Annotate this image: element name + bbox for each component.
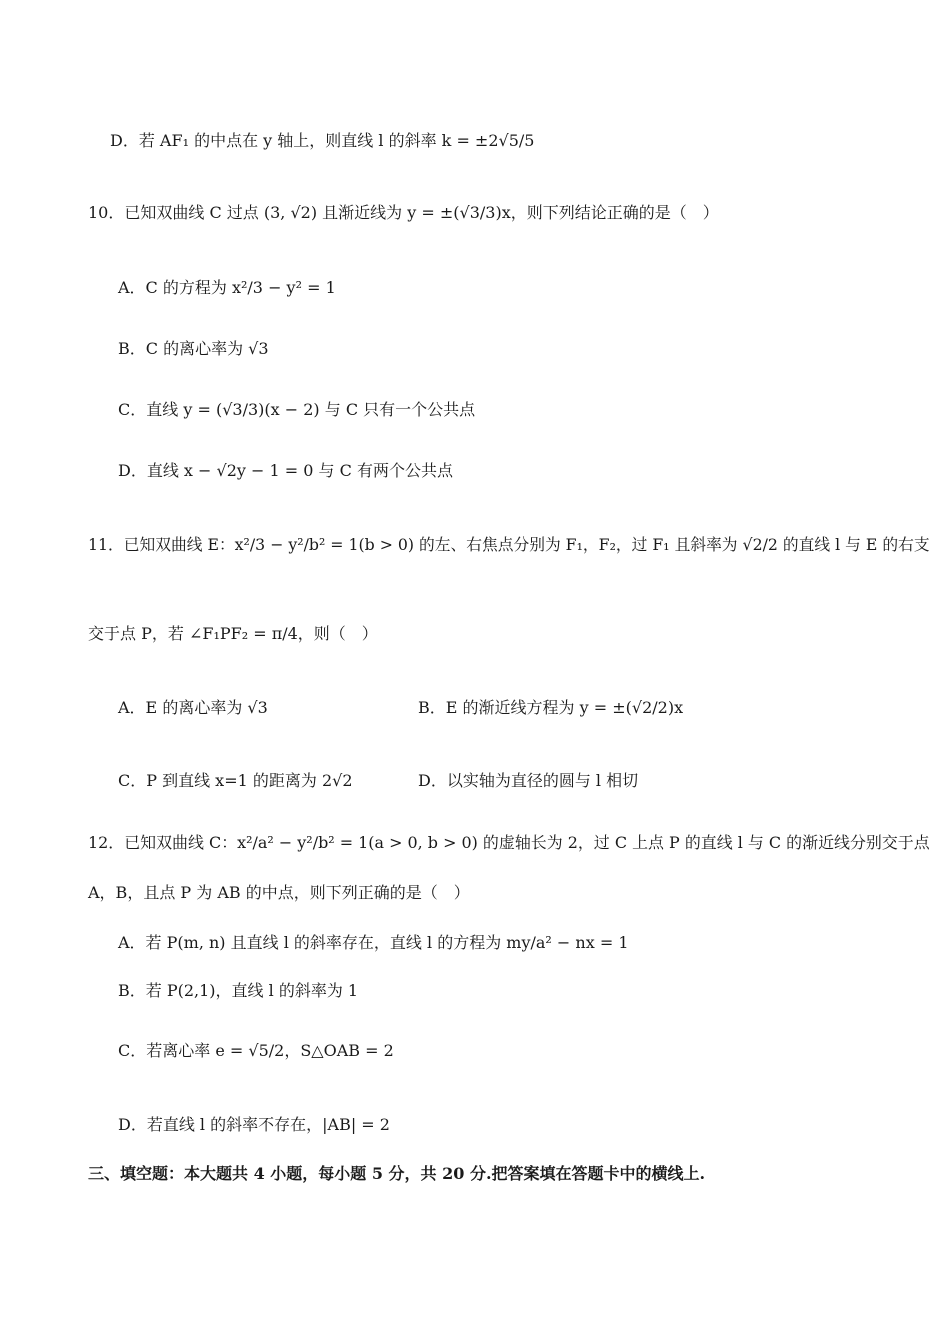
q12-option-b: B．若 P(2,1)，直线 l 的斜率为 1 [118,981,359,1000]
q11-stem-line1: 11．已知双曲线 E：x²/3 − y²/b² = 1(b > 0) 的左、右焦点分别为 F₁，F₂，过 F₁ 且斜率为 √2/2 的直线 l 与 E 的右支 [88,535,930,554]
q12-option-a: A．若 P(m, n) 且直线 l 的斜率存在，直线 l 的方程为 my/a² − nx = 1 [118,933,629,952]
q10-option-a: A．C 的方程为 x²/3 − y² = 1 [118,278,336,297]
q10-option-c: C．直线 y = (√3/3)(x − 2) 与 C 只有一个公共点 [118,400,476,419]
q12-option-c: C．若离心率 e = √5/2，S△OAB = 2 [118,1041,394,1060]
q12-stem-line1: 12．已知双曲线 C：x²/a² − y²/b² = 1(a > 0, b > 0) 的虚轴长为 2，过 C 上点 P 的直线 l 与 C 的渐近线分别交于点 [88,833,930,852]
q10-option-d: D．直线 x − √2y − 1 = 0 与 C 有两个公共点 [118,461,453,480]
q10-option-b: B．C 的离心率为 √3 [118,339,269,358]
q12-option-d: D．若直线 l 的斜率不存在，|AB| = 2 [118,1115,390,1134]
q11-option-a: A．E 的离心率为 √3 [118,698,268,717]
q9-option-d: D．若 AF₁ 的中点在 y 轴上，则直线 l 的斜率 k = ±2√5/5 [110,131,535,150]
q11-option-b: B．E 的渐近线方程为 y = ±(√2/2)x [418,698,684,717]
q11-stem-line2: 交于点 P，若 ∠F₁PF₂ = π/4，则（ ） [88,624,378,643]
q11-option-d: D．以实轴为直径的圆与 l 相切 [418,771,639,790]
q11-option-c: C．P 到直线 x=1 的距离为 2√2 [118,771,353,790]
q12-stem-line2: A，B，且点 P 为 AB 的中点，则下列正确的是（ ） [88,883,470,902]
q10-stem: 10．已知双曲线 C 过点 (3, √2) 且渐近线为 y = ±(√3/3)x，则下列结论正确的是（ ） [88,203,719,222]
section-heading-fill-in: 三、填空题：本大题共 4 小题，每小题 5 分，共 20 分.把答案填在答题卡中的横线上. [88,1164,706,1183]
